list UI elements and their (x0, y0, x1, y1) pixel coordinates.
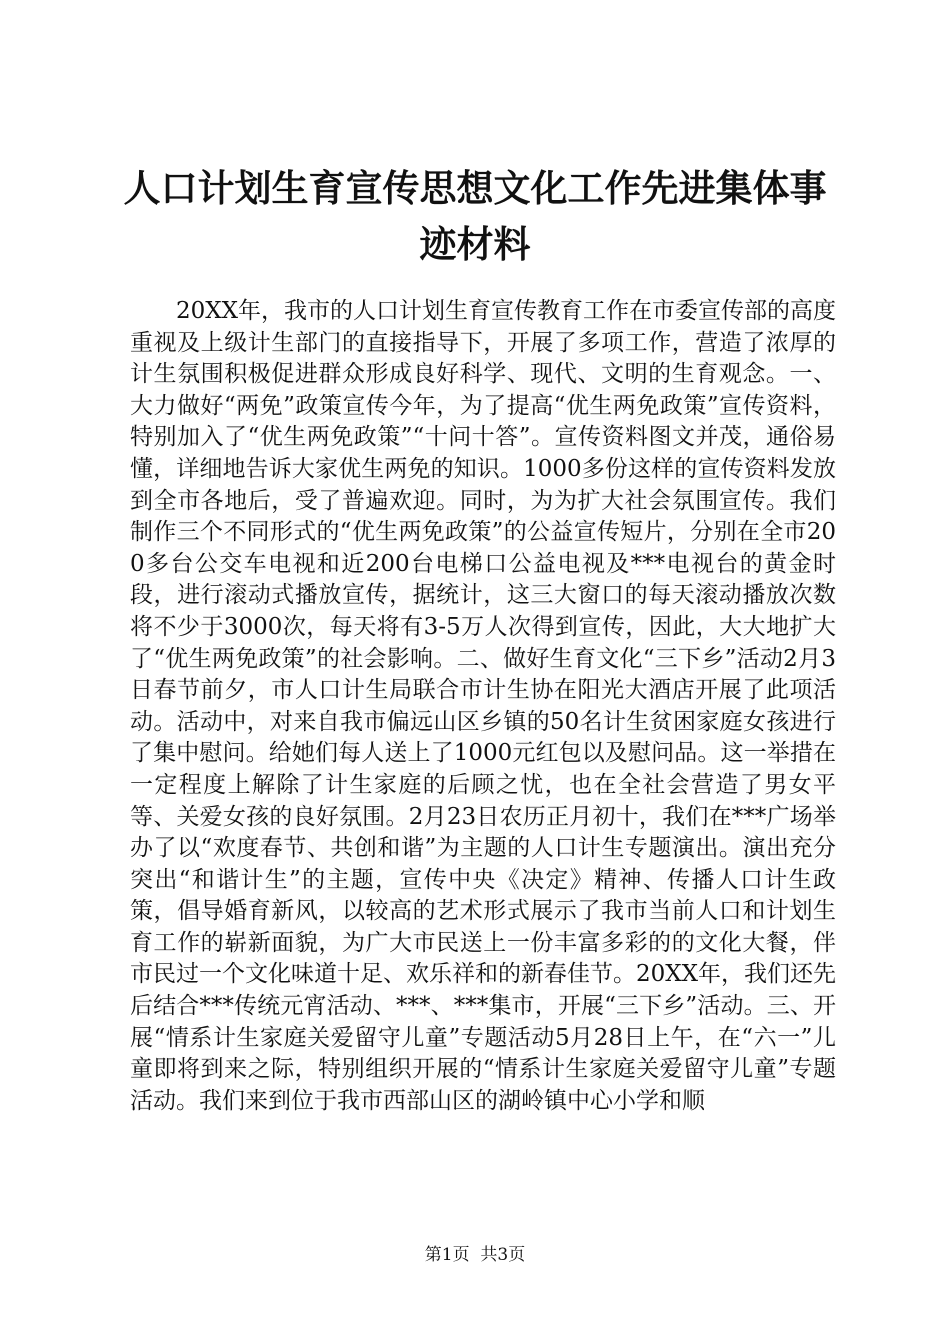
page-footer (0, 1244, 950, 1266)
page-total: 共3页 (480, 1245, 526, 1265)
document-body: 20XX年，我市的人口计划生育宣传教育工作在市委宣传部的高度重视及上级计生部门的直接指导下，开展了多项工作，营造了浓厚的计生氛围积极促进群众形成良好科学、现代、文明的生育观念。一、大力做好“两免”政策宣传今年，为了提高“优生两免政策”宣传资料，特别加入了“优生两免政策”“十问十答”。宣传资料图文并茂，通俗易懂，详细地告诉大家优生两免的知识。1000多份这样的宣传资料发放到全市各地后，受了普遍欢迎。同时，为为扩大社会氛围宣传。我们制作三个不同形式的“优生两免政策”的公益宣传短片，分别在全市200多台公交车电视和近200台电梯口公益电视及***电视台的黄金时段，进行滚动式播放宣传，据统计，这三大窗口的每天滚动播放次数将不少于3000次，每天将有3-5万人次得到宣传，因此，大大地扩大了“优生两免政策”的社会影响。二、做好生育文化“三下乡”活动2月3日春节前夕，市人口计生局联合市计生协在阳光大酒店开展了此项活动。活动中，对来自我市偏远山区乡镇的50名计生贫困家庭女孩进行了集中慰问。给她们每人送上了1000元红包以及慰问品。这一举措在一定程度上解除了计生家庭的后顾之忧，也在全社会营造了男女平等、关爱女孩的良好氛围。2月23日农历正月初十，我们在***广场举办了以“欢度春节、共创和谐”为主题的人口计生专题演出。演出充分突出“和谐计生”的主题，宣传中央《决定》精神、传播人口计生政策，倡导婚育新风，以较高的艺术形式展示了我市当前人口和计划生育工作的崭新面貌，为广大市民送上一份丰富多彩的的文化大餐，伴市民过一个文化味道十足、欢乐祥和的新春佳节。20XX年，我们还先后结合***传统元宵活动、***、***集市，开展“三下乡”活动。三、开展“情系计生家庭关爱留守儿童”专题活动5月28日上午，在“六一”儿童即将到来之际，特别组织开展的“情系计生家庭关爱留守儿童”专题活动。我们来到位于我市西部山区的湖岭镇中心小学和顺 (130, 298, 837, 1114)
document-title: 人口计划生育宣传思想文化工作先进集体事迹材料 (123, 166, 827, 266)
page-number: 第1页 (424, 1245, 470, 1265)
